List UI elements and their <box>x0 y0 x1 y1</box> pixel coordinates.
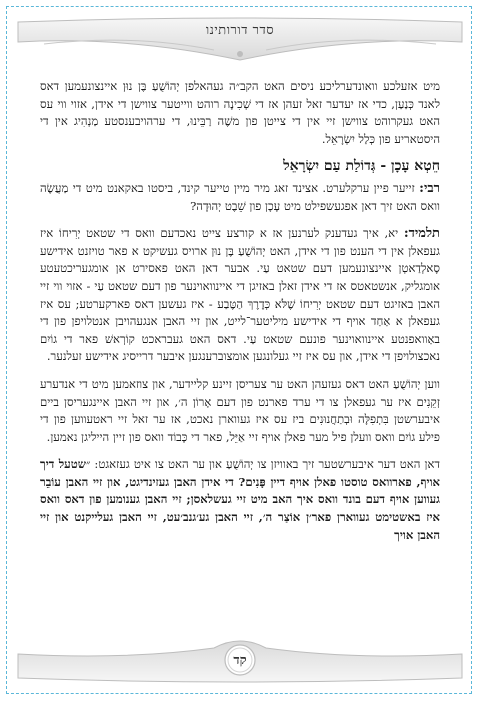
running-title: סדר דורותינו <box>205 23 275 38</box>
quoted-text: שטעל דיך אויף, פארוואס טוסטו פאלן אויף דיין פָּנִים? די אידן האבן געזינדיגט, און זיי האבן עוֹבֵר געווען אויף דעם בונד וואס איך האב מיט זיי געשלאסן; זיי האבן גענומען פון דאס וואס איז באשטימט געווארן פאר׳ן אוֹצַר ה׳, זיי האבן גע׳גנב׳עט, זיי האבן געלייקנט און זיי האבן אויך <box>40 457 440 542</box>
speaker-label-talmid: תלמיד: <box>403 226 440 242</box>
paragraph: ווען יְהוֹשֻׁעַ האט דאס געזעהן האט ער צעריסן זיינע קליידער, און צוזאמען מיט די אנדערע זְקֵנִים איז ער געפאלן צו די ערד פארנט פון דעם אָרוֹן ה׳, און זיי האבן איינגעריסן ביים איבערשטן בִּתְפִלָּה וּבְתַחֲנוּנִים ביז עס איז געווארן נאכט, אז ער זאל זיי ראטעווען פון די פילע גוֹיִם וואס וועלן פיל מער פאלן אויף זיי אַיֵּל, פאר די כָּבוֹד וואס פון זיין הייליגן נאמען. <box>40 376 440 444</box>
page-header <box>14 16 466 62</box>
paragraph-text: יא, איך געדענק לערנען אז א קורצע צייט נאכדעם וואס די שטאט יְרִיחוֹ איז געפאלן אין די הענט פון די אידן, האט יְהוֹשֻׁעַ בֶּן נוּן ארויס געשיקט א פאר טויזנט אידישע סָאלְדַאטְן איינצונעמען דעם שטאט עַי. אבער דאן האט פאסירט אן אומגעריכטעטע אומגליק, אנשטאטס אז די אידן זאלן באזיגן די איינוואוינער פון דעם שטאט עַי - אזוי ווי זיי האבן באזיגט דעם שטאט יְרִיחוֹ שֶׁלֹּא כְּדֶרֶךְ הַטֶּבַע - איז געשען דאס פארקערטע; עס איז געפאלן א אַחַד אויף די אידישע מיליטער־לייט, און זיי האבן אנגעהויבן אנטלויפן פון די באַוואפנטע איינוואוינער פונעם שטאט עַי. דאס האט געבראכט קוֹרְאשׁ פאר די גוֹיִם נאכצולויפן די אידן, און עס איז זיי געלונגען אומצוברענגען איבער דרייסיג אידישע זעלנער. <box>40 226 440 364</box>
page-footer <box>14 630 466 684</box>
paragraph-with-quote <box>40 456 440 544</box>
paragraph: מיט אזעלכע וואונדערליכע ניסים האט הקב״ה געהאלפן יְהוֹשֻׁעַ בֶּן נוּן איינצונעמען דאס לאנד כְּנַעַן, כדי אז יעדער זאל זעהן אז די שְׁכִינָה רוהט ווייטער צווישן די אידן, אזוי ווי עס האט געקרוהט צווישן זיי אין די צייטן פון משֶׁה רַבֵּינוּ, די ערהויבענסטע מַנְהִיג אין די היסטאריע פון כְּלַל יִשְׂרָאֵל. <box>40 79 440 146</box>
page-number: קד <box>233 653 247 668</box>
speaker-label-rebbe: רבי: <box>419 180 440 196</box>
main-text <box>40 78 440 554</box>
paragraph-talmid <box>40 225 440 366</box>
paragraph-text: דאן האט דער איבערשטער זיך באוויזן צו יְהוֹשֻׁעַ און ער האט צו איט געזאגט: ״ <box>85 457 440 472</box>
paragraph-rebbe <box>40 180 440 215</box>
paragraph-text: זייער פיין ערקלערט. אצינד זאג מיר מיין טייער קינד, ביסטו באקאנט מיט די מַעֲשֶׂה וואס האט זיך דאן אפגעשפילט מיט עָכָן פון שֵׁבֶט יְהוּדָה? <box>40 180 440 213</box>
section-heading: חֵטְא עָכָן - גְּדוֹלַת עַם יִשְׂרָאֵל <box>283 158 440 175</box>
